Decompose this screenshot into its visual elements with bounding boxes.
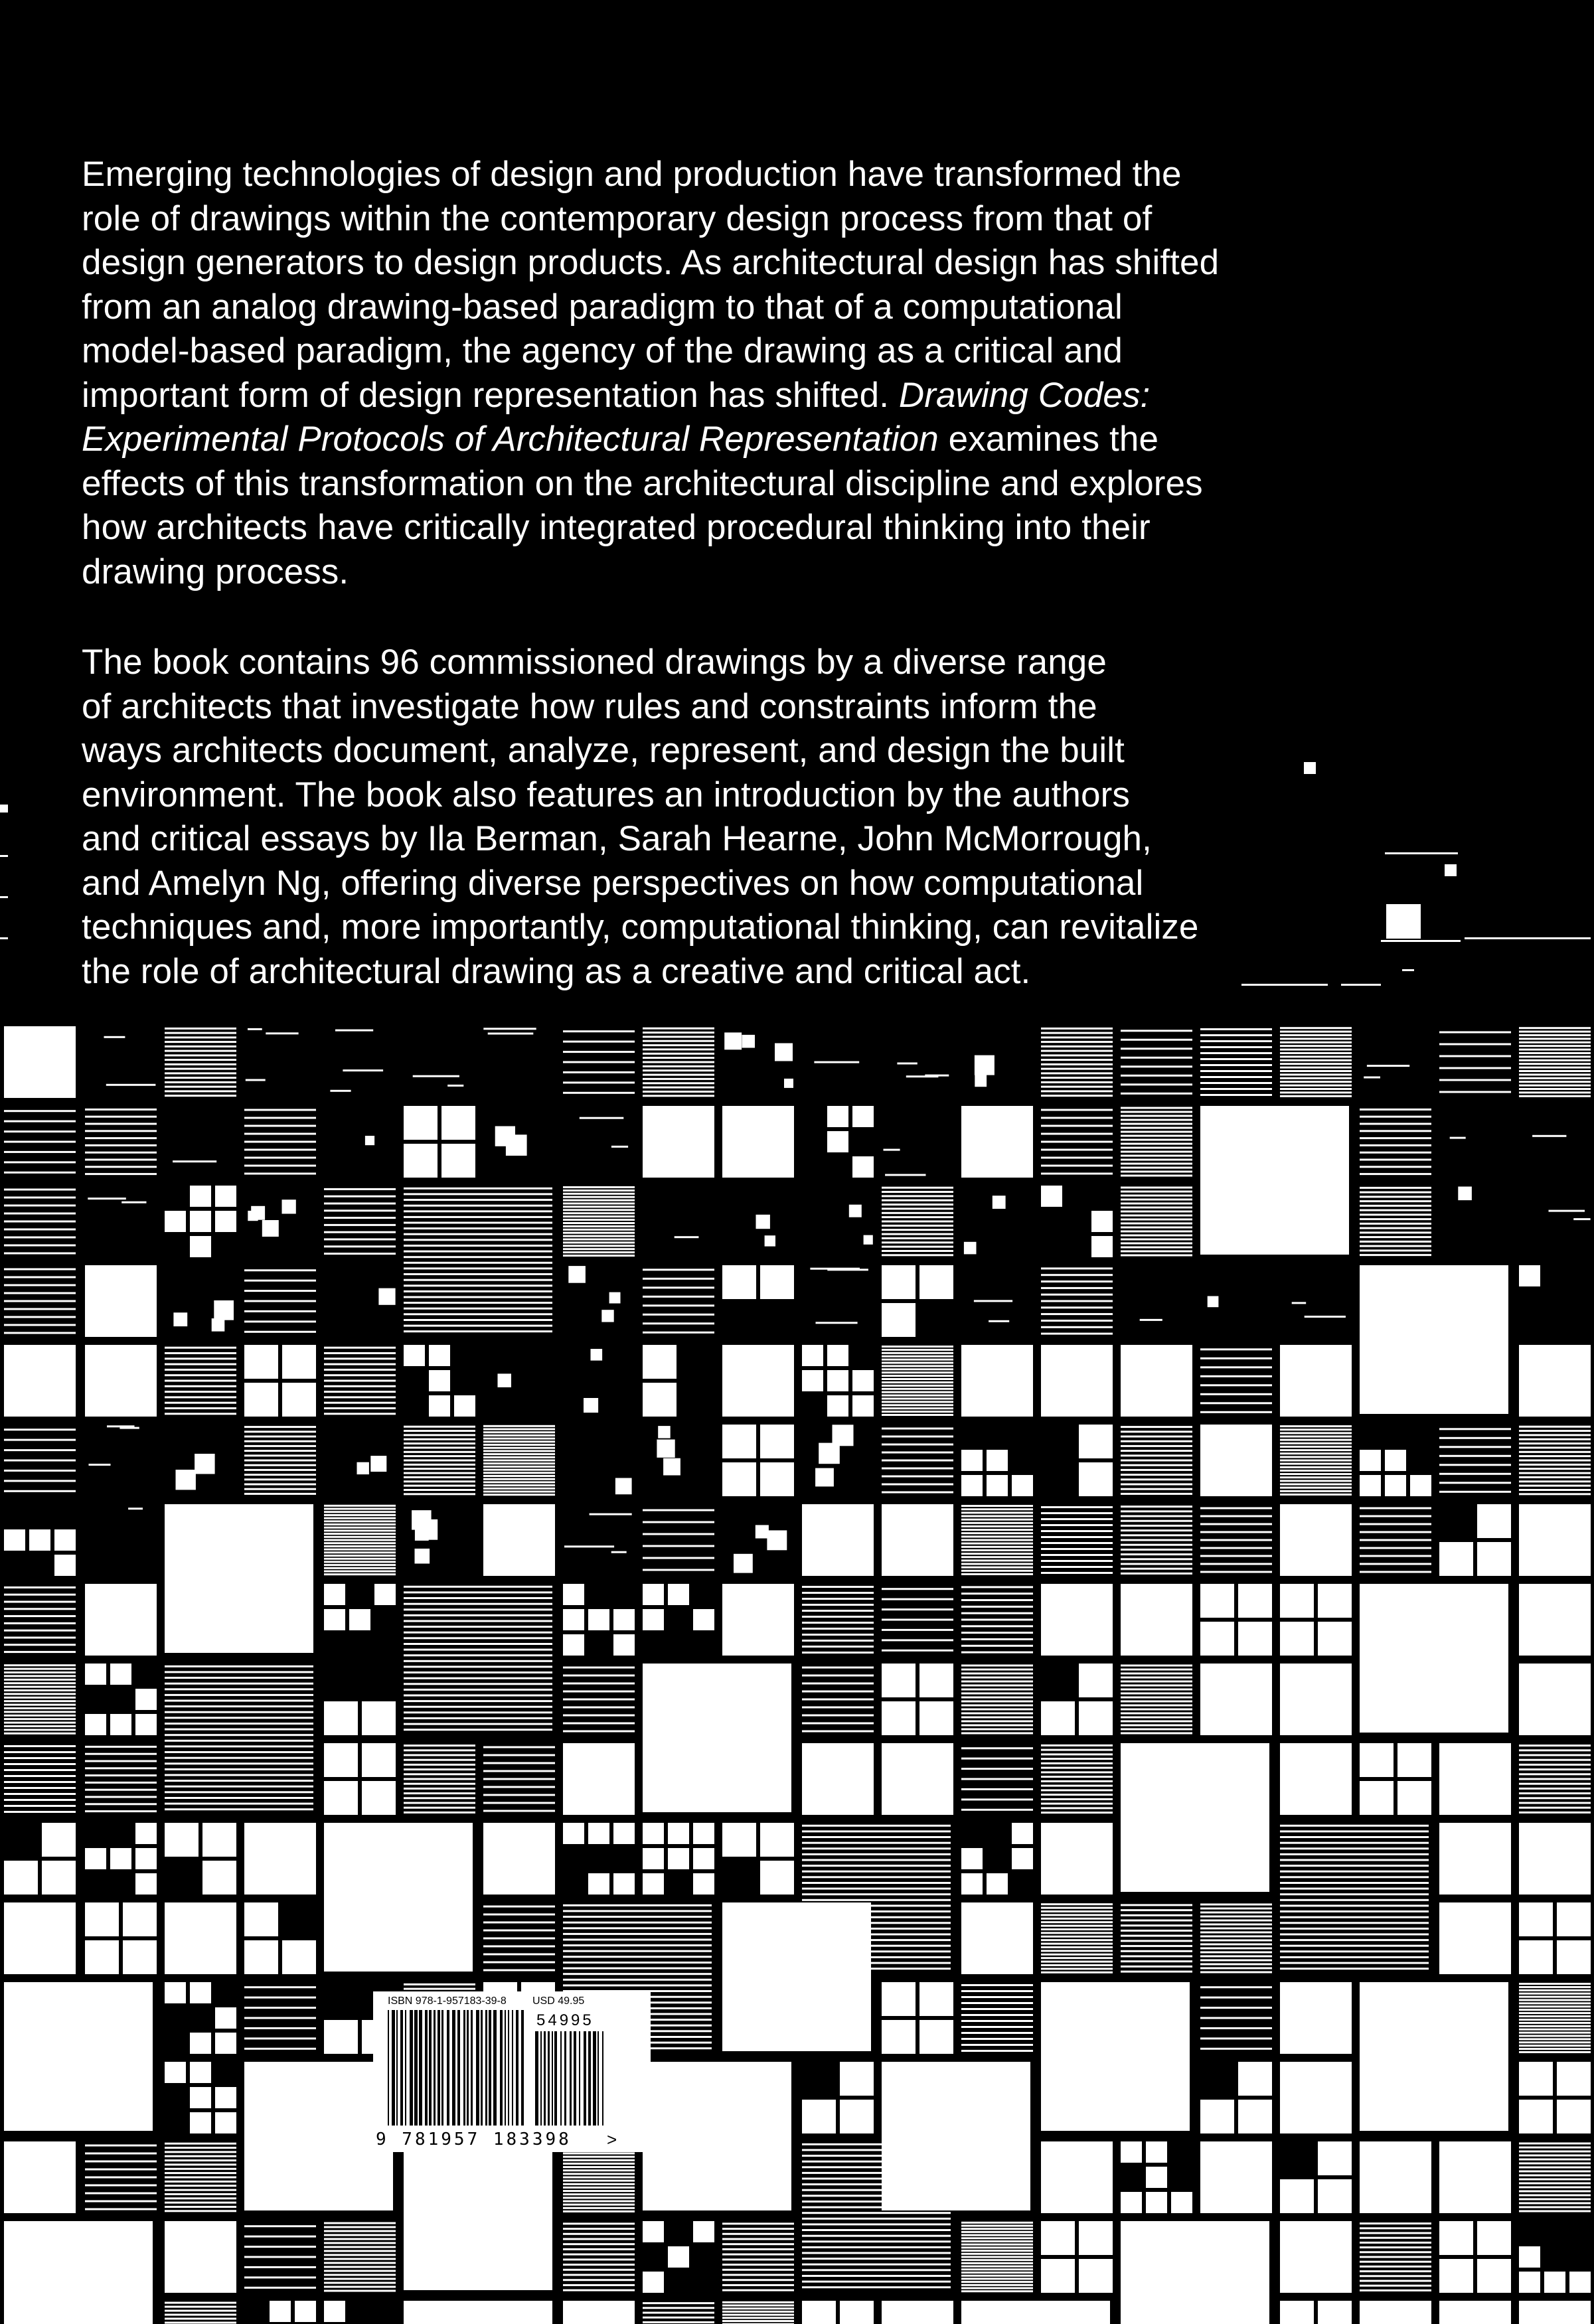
arrow-glyph: >	[607, 2130, 617, 2149]
isbn-digits: 9 781957 183398	[376, 2130, 572, 2149]
blurb-text: Emerging technologies of design and production have transformed the	[82, 155, 1182, 194]
blurb-paragraph-2	[82, 641, 1199, 994]
price-label: USD 49.95	[532, 1995, 585, 2007]
blurb-line	[82, 329, 1219, 374]
blurb-line: and Amelyn Ng, offering diverse perspectives on how computational	[82, 863, 1144, 903]
blurb-text: role of drawings within the contemporary design process from that of	[82, 198, 1153, 238]
blurb-text: model-based paradigm, the agency of the drawing as a critical and	[82, 331, 1123, 370]
blurb-text: examines the	[938, 420, 1159, 459]
blurb-line	[82, 506, 1219, 550]
blurb-text: how architects have critically integrated procedural thinking into their	[82, 508, 1151, 547]
blurb-text: effects of this transformation on the architectural discipline and explores	[82, 463, 1203, 503]
blurb-text: from an analog drawing-based paradigm to that of a computational	[82, 287, 1123, 327]
book-title-italic: Drawing Codes:	[898, 375, 1151, 415]
barcode-panel	[373, 1991, 651, 2152]
book-title-italic: Experimental Protocols of Architectural Representation	[82, 420, 939, 459]
blurb-line: environment. The book also features an introduction by the authors	[82, 775, 1130, 814]
blurb-line	[82, 197, 1219, 242]
blurb-line: techniques and, more importantly, computational thinking, can revitalize	[82, 907, 1199, 947]
blurb-line	[82, 462, 1219, 506]
blurb-line: and critical essays by Ila Berman, Sarah Hearne, John McMorrough,	[82, 819, 1152, 858]
blurb-line: the role of architectural drawing as a creative and critical act.	[82, 951, 1031, 991]
isbn-label: ISBN 978-1-957183-39-8	[388, 1995, 507, 2007]
blurb-line	[82, 418, 1219, 462]
blurb-line: of architects that investigate how rules and constraints inform the	[82, 686, 1097, 726]
blurb-line	[82, 285, 1219, 330]
price-code: 54995	[536, 2011, 594, 2029]
blurb-line: The book contains 96 commissioned drawings by a diverse range	[82, 643, 1107, 682]
blurb-line	[82, 241, 1219, 285]
barcode-icon	[373, 1991, 651, 2152]
blurb-line	[82, 374, 1219, 418]
blurb-paragraph-1	[82, 153, 1219, 594]
blurb-text: important form of design representation has shifted.	[82, 375, 899, 415]
blurb-line	[82, 550, 1219, 595]
blurb-text: design generators to design products. As architectural design has shifted	[82, 243, 1220, 282]
blurb-line: ways architects document, analyze, represent, and design the built	[82, 731, 1125, 770]
blurb-line	[82, 153, 1219, 197]
blurb-text: drawing process.	[82, 552, 349, 591]
